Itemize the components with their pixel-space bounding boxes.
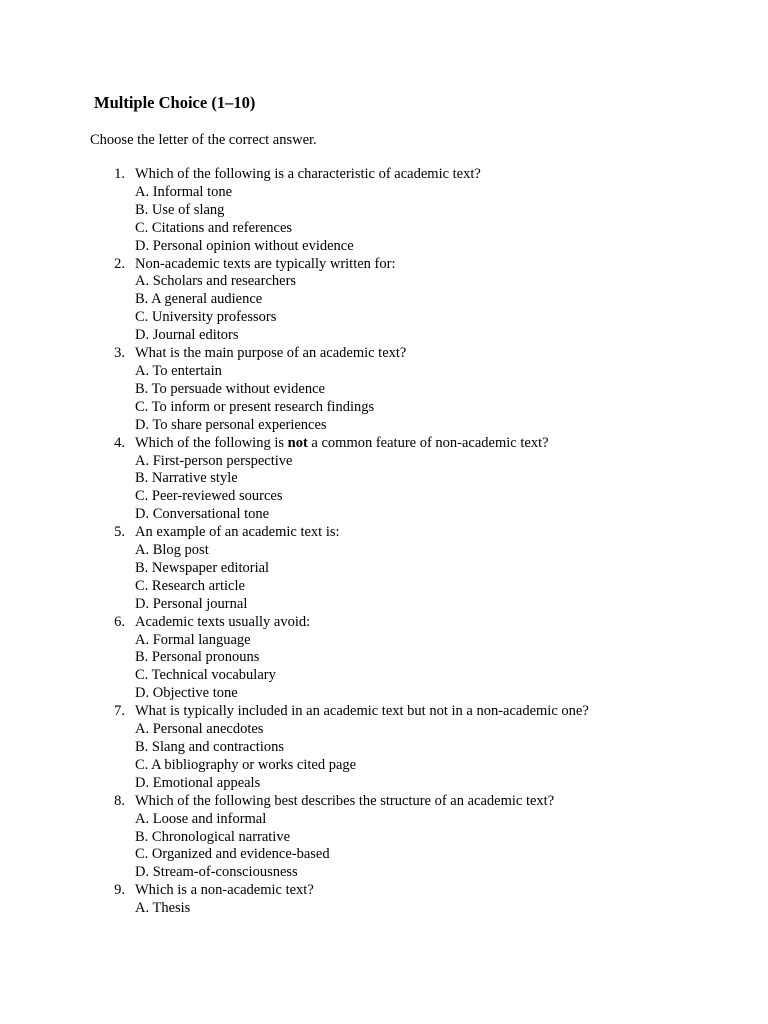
question-9 — [0, 882, 589, 918]
option-d: D. Objective tone — [135, 685, 238, 702]
question-3 — [0, 345, 589, 435]
emphasis-word: not — [287, 434, 308, 451]
question-text: Which of the following best describes the structure of an academic text? — [135, 792, 555, 809]
question-8 — [0, 793, 589, 883]
question-number: 3. — [114, 345, 125, 362]
option-b: B. Narrative style — [135, 470, 238, 487]
question-number: 8. — [114, 792, 125, 809]
option-a: A. Thesis — [135, 900, 191, 917]
question-text-after: a common feature of non-academic text? — [307, 434, 549, 451]
option-d: D. Personal opinion without evidence — [135, 237, 354, 254]
option-b: B. To persuade without evidence — [135, 380, 325, 397]
option-c: C. Technical vocabulary — [135, 667, 276, 684]
option-b: B. Newspaper editorial — [135, 559, 270, 576]
option-b: B. A general audience — [135, 291, 263, 308]
option-b: B. Use of slang — [135, 201, 225, 218]
option-a: A. First-person perspective — [135, 452, 293, 469]
option-d: D. To share personal experiences — [135, 416, 327, 433]
option-c: C. Research article — [135, 577, 245, 594]
option-d: D. Journal editors — [135, 327, 239, 344]
question-text: Which of the following is a characteristic of academic text? — [135, 166, 481, 182]
option-d: D. Personal journal — [135, 595, 248, 612]
option-d: D. Emotional appeals — [135, 774, 261, 791]
option-a: A. Informal tone — [135, 183, 233, 200]
question-1 — [0, 166, 589, 256]
option-c: C. A bibliography or works cited page — [135, 756, 357, 773]
option-d: D. Stream-of-consciousness — [135, 864, 298, 881]
question-text: What is the main purpose of an academic text? — [135, 345, 407, 362]
option-c: C. University professors — [135, 309, 277, 326]
question-text-before: Which of the following is — [135, 434, 288, 451]
page-title: Multiple Choice (1–10) — [94, 93, 256, 112]
question-text: What is typically included in an academic text but not in a non-academic one? — [135, 703, 589, 720]
question-6 — [0, 614, 589, 704]
option-c: C. To inform or present research findings — [135, 398, 375, 415]
question-number: 2. — [114, 255, 125, 272]
question-number: 6. — [114, 613, 125, 630]
question-7 — [0, 703, 589, 793]
option-a: A. Loose and informal — [135, 810, 267, 827]
option-c: C. Peer-reviewed sources — [135, 488, 283, 505]
question-list — [0, 166, 589, 918]
option-d: D. Conversational tone — [135, 506, 270, 523]
question-text: Which is a non-academic text? — [135, 882, 314, 899]
option-b: B. Personal pronouns — [135, 649, 260, 666]
option-b: B. Chronological narrative — [135, 828, 291, 845]
question-5 — [0, 524, 589, 614]
option-a: A. Blog post — [135, 542, 209, 559]
question-number: 4. — [114, 434, 125, 451]
option-c: C. Citations and references — [135, 219, 293, 236]
question-2 — [0, 256, 589, 346]
option-a: A. Scholars and researchers — [135, 273, 297, 290]
question-number: 7. — [114, 703, 125, 720]
question-text: Academic texts usually avoid: — [135, 613, 311, 630]
option-a: A. To entertain — [135, 362, 222, 379]
option-a: A. Personal anecdotes — [135, 721, 264, 738]
question-text: An example of an academic text is: — [135, 524, 340, 541]
question-text: Non-academic texts are typically written for: — [135, 255, 396, 272]
option-b: B. Slang and contractions — [135, 739, 285, 755]
option-c: C. Organized and evidence-based — [135, 846, 330, 863]
instructions: Choose the letter of the correct answer. — [90, 132, 317, 148]
question-text — [135, 435, 589, 453]
question-number: 1. — [114, 166, 125, 182]
question-4 — [0, 435, 589, 525]
option-a: A. Formal language — [135, 631, 251, 648]
question-number: 9. — [114, 882, 125, 899]
question-number: 5. — [114, 524, 125, 541]
